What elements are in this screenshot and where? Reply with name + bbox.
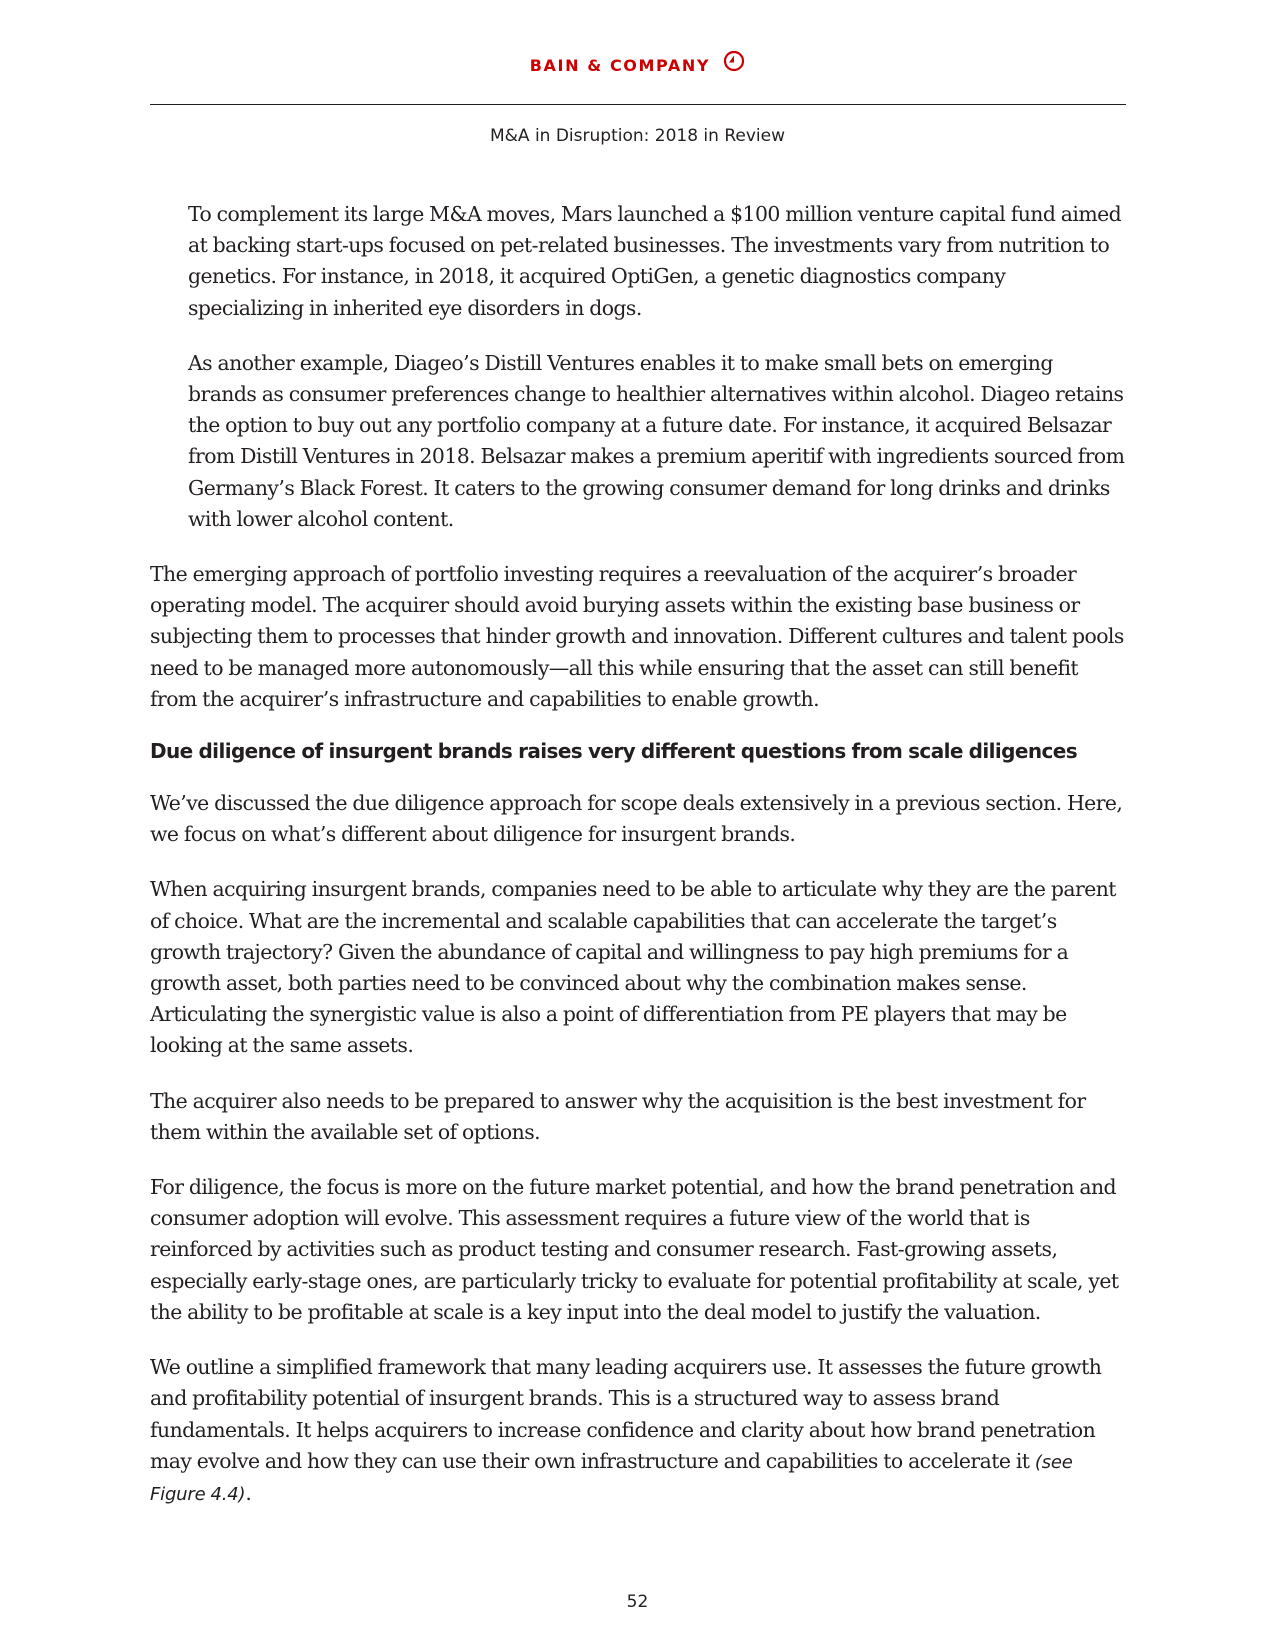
document-title: M&A in Disruption: 2018 in Review <box>489 126 785 146</box>
paragraph-parent-of-choice: When acquiring insurgent brands, companies need to be able to articulate why they are the parent of choice. What are the incremental and scalable capabilities that can accelerate the target’s growth trajectory? Given the abundance of capital and willingness to pay high premiums for a growth asset, both parties need to be convinced about why the combination makes sense. Articulating the synergistic value is also a point of differentiation from PE players that may be looking at the same assets. <box>150 877 1116 1058</box>
figure-reference-link[interactable]: (see Figure 4.4) <box>150 1451 1073 1505</box>
paragraph-diligence-intro: We’ve discussed the due diligence approach for scope deals extensively in a previous section. Here, we focus on what’s different about diligence for insurgent brands. <box>150 791 1123 847</box>
paragraph-mars-example: To complement its large M&A moves, Mars launched a $100 million venture capital fund aimed at backing start-ups focused on pet-related businesses. The investments vary from nutrition to genetics. For instance, in 2018, it acquired OptiGen, a genetic diagnostics company specializing in inherited eye disorders in dogs. <box>188 202 1122 320</box>
brand-header <box>0 54 1275 79</box>
page-number: 52 <box>626 1592 649 1612</box>
paragraph-future-market: For diligence, the focus is more on the future market potential, and how the brand penetration and consumer adoption will evolve. This assessment requires a future view of the world that is reinforced by activities such as product testing and consumer research. Fast-growing assets, especially early-stage ones, are particularly tricky to evaluate for potential profitability at scale, yet the ability to be profitable at scale is a key input into the deal model to justify the valuation. <box>150 1175 1119 1324</box>
paragraph-portfolio-investing: The emerging approach of portfolio investing requires a reevaluation of the acquirer’s broader operating model. The acquirer should avoid burying assets within the existing base business or subjecting them to processes that hinder growth and innovation. Different cultures and talent pools need to be managed more autonomously—all this while ensuring that the asset can still benefit from the acquirer’s infrastructure and capabilities to enable growth. <box>150 562 1124 711</box>
section-heading: Due diligence of insurgent brands raises very different questions from scale diligences <box>150 739 1077 764</box>
page-body <box>150 199 1126 1534</box>
brand-name: BAIN & COMPANY <box>529 56 711 75</box>
bain-logo-icon <box>723 50 745 79</box>
paragraph-diageo-example: As another example, Diageo’s Distill Ventures enables it to make small bets on emerging brands as consumer preferences change to healthier alternatives within alcohol. Diageo retains the option to buy out any portfolio company at a future date. For instance, it acquired Belsazar from Distill Ventures in 2018. Belsazar makes a premium aperitif with ingredients sourced from Germany’s Black Forest. It caters to the growing consumer demand for long drinks and drinks with lower alcohol content. <box>188 350 1125 531</box>
paragraph-best-investment: The acquirer also needs to be prepared to answer why the acquisition is the best investment for them within the available set of options. <box>150 1088 1086 1144</box>
header-divider <box>150 104 1126 105</box>
framework-text-end: . <box>245 1480 252 1505</box>
paragraph-framework <box>150 1352 1126 1510</box>
framework-text: We outline a simplified framework that many leading acquirers use. It assesses the future growth and profitability potential of insurgent brands. This is a structured way to assess brand fundamentals. It helps acquirers to increase confidence and clarity about how brand penetration may evolve and how they can use their own infrastructure and capabilities to accelerate it <box>150 1355 1102 1473</box>
